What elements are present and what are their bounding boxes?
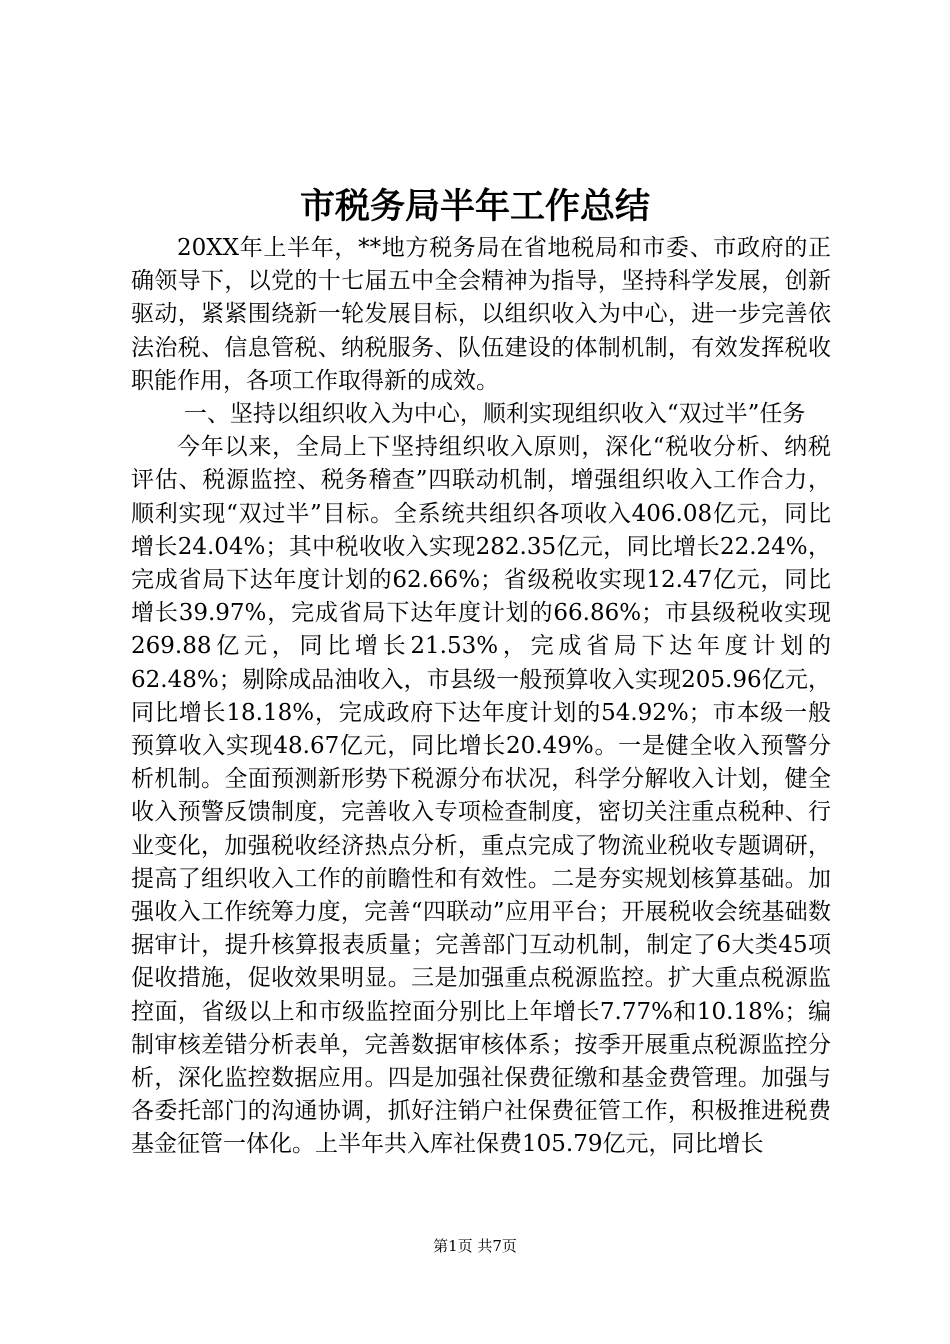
section-heading: 一、坚持以组织收入为中心，顺利实现组织收入“双过半”任务 <box>183 401 806 428</box>
document-title: 市税务局半年工作总结 <box>299 186 650 227</box>
document-body <box>131 232 831 1162</box>
section-paragraph: 今年以来，全局上下坚持组织收入原则，深化“税收分析、纳税评估、税源监控、税务稽查”四联动机制，增强组织收入工作合力，顺利实现“双过半”目标。全系统共组织各项收入406.08亿元，同比增长24.04%；其中税收收入实现282.35亿元，同比增长22.24%，完成省局下达年度计划的62.66%；省级税收实现12.47亿元，同比增长39.97%，完成省局下达年度计划的66.86%；市县级税收实现269.88亿元，同比增长21.53%，完成省局下达年度计划的62.48%；剔除成品油收入，市县级一般预算收入实现205.96亿元，同比增长18.18%，完成政府下达年度计划的54.92%；市本级一般预算收入实现48.67亿元，同比增长20.49%。一是健全收入预警分析机制。全面预测新形势下税源分布状况，科学分解收入计划，健全收入预警反馈制度，完善收入专项检查制度，密切关注重点税种、行业变化，加强税收经济热点分析，重点完成了物流业税收专题调研，提高了组织收入工作的前瞻性和有效性。二是夯实规划核算基础。加强收入工作统筹力度，完善“四联动”应用平台；开展税收会统基础数据审计，提升核算报表质量；完善部门互动机制，制定了6大类45项促收措施，促收效果明显。三是加强重点税源监控。扩大重点税源监控面，省级以上和市级监控面分别比上年增长7.77%和10.18%；编制审核差错分析表单，完善数据审核体系；按季开展重点税源监控分析，深化监控数据应用。四是加强社保费征缴和基金费管理。加强与各委托部门的沟通协调，抓好注销户社保费征管工作，积极推进税费基金征管一体化。上半年共入库社保费105.79亿元，同比增长 <box>131 434 831 1158</box>
intro-paragraph: 20XX年上半年，**地方税务局在省地税局和市委、市政府的正确领导下，以党的十七届五中全会精神为指导，坚持科学发展，创新驱动，紧紧围绕新一轮发展目标，以组织收入为中心，进一步完善依法治税、信息管税、纳税服务、队伍建设的体制机制，有效发挥税收职能作用，各项工作取得新的成效。 <box>131 235 831 394</box>
page-footer: 第1页 共7页 <box>433 1237 517 1255</box>
